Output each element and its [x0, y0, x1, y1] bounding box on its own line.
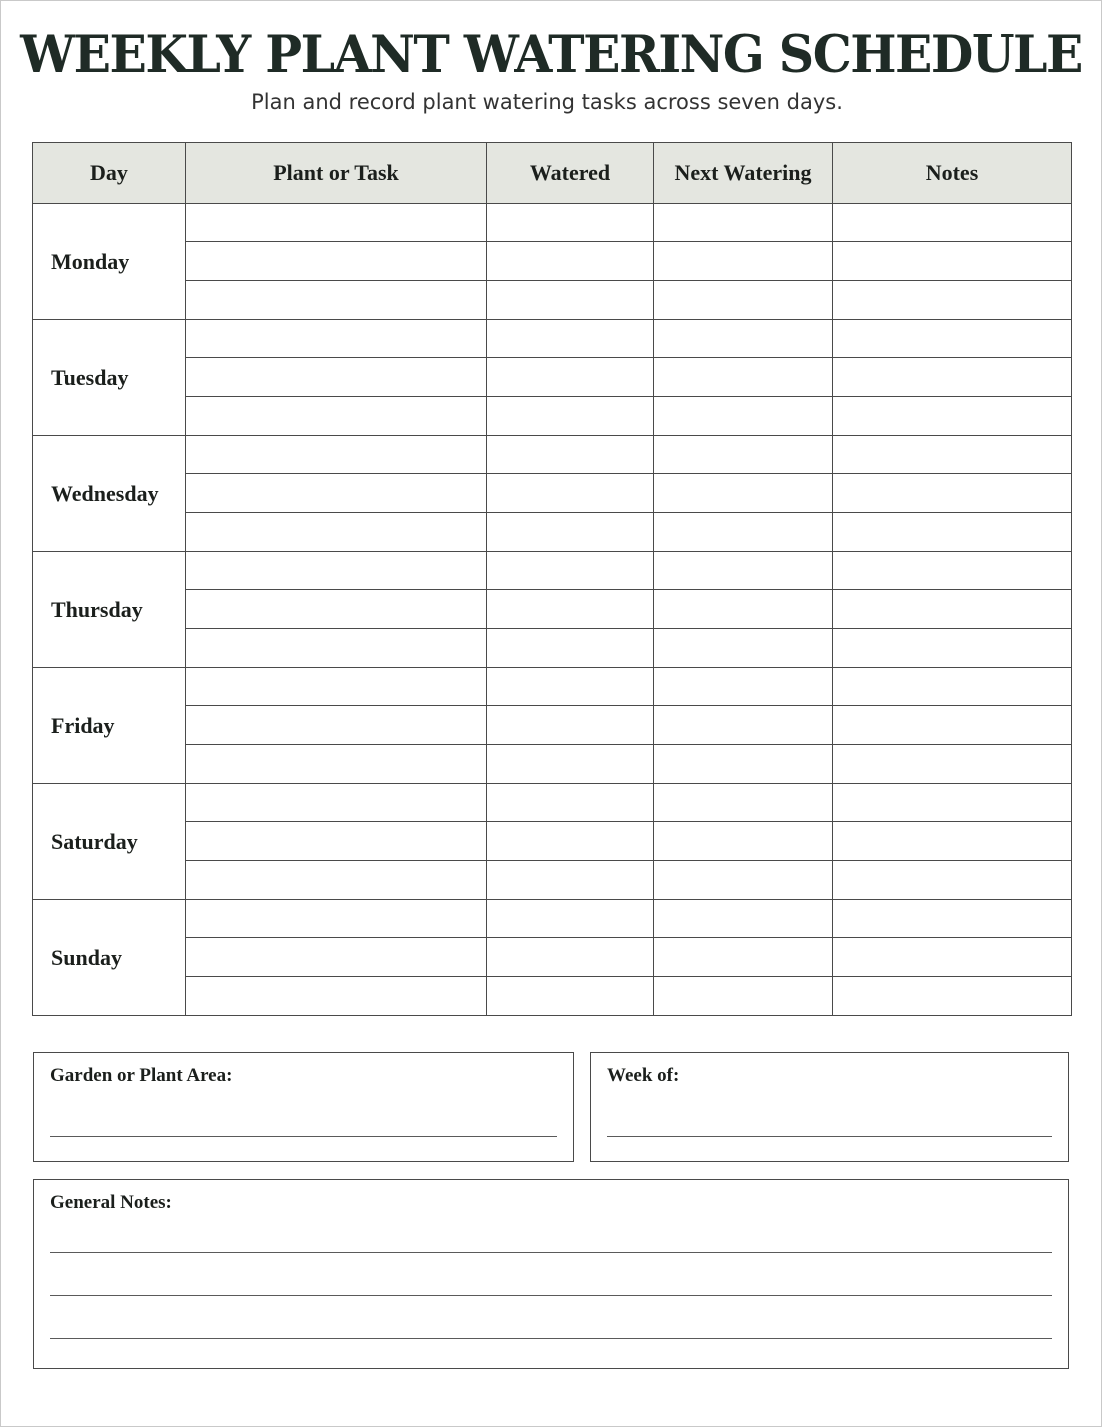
notes-cell[interactable] [833, 590, 1072, 629]
plant-or-task-cell[interactable] [186, 397, 487, 436]
notes-cell[interactable] [833, 513, 1072, 552]
table-row [33, 397, 1072, 436]
watered-cell[interactable] [487, 436, 654, 474]
watered-cell[interactable] [487, 320, 654, 358]
notes-cell[interactable] [833, 474, 1072, 513]
plant-or-task-cell[interactable] [186, 938, 487, 977]
column-header-day: Day [33, 143, 186, 204]
plant-or-task-cell[interactable] [186, 436, 487, 474]
notes-cell[interactable] [833, 822, 1072, 861]
watered-cell[interactable] [487, 590, 654, 629]
notes-cell[interactable] [833, 552, 1072, 590]
table-row [33, 784, 1072, 822]
table-row [33, 513, 1072, 552]
schedule-body [33, 204, 1072, 1016]
watered-cell[interactable] [487, 977, 654, 1016]
table-row [33, 474, 1072, 513]
garden-area-box [33, 1052, 574, 1162]
notes-cell[interactable] [833, 629, 1072, 668]
notes-cell[interactable] [833, 204, 1072, 242]
notes-cell[interactable] [833, 706, 1072, 745]
day-label-saturday: Saturday [33, 784, 186, 900]
plant-or-task-cell[interactable] [186, 629, 487, 668]
table-row [33, 204, 1072, 242]
table-row [33, 938, 1072, 977]
column-header-notes: Notes [833, 143, 1072, 204]
next-watering-cell[interactable] [654, 320, 833, 358]
notes-cell[interactable] [833, 745, 1072, 784]
table-row [33, 977, 1072, 1016]
watered-cell[interactable] [487, 938, 654, 977]
column-header-watered: Watered [487, 143, 654, 204]
next-watering-cell[interactable] [654, 590, 833, 629]
plant-or-task-cell[interactable] [186, 320, 487, 358]
week-of-box [590, 1052, 1069, 1162]
plant-or-task-cell[interactable] [186, 745, 487, 784]
table-row [33, 745, 1072, 784]
notes-cell[interactable] [833, 281, 1072, 320]
day-label-sunday: Sunday [33, 900, 186, 1016]
plant-or-task-cell[interactable] [186, 552, 487, 590]
next-watering-cell[interactable] [654, 358, 833, 397]
plant-or-task-cell[interactable] [186, 861, 487, 900]
watered-cell[interactable] [487, 629, 654, 668]
column-header-plant-or-task: Plant or Task [186, 143, 487, 204]
page-title: WEEKLY PLANT WATERING SCHEDULE [20, 23, 1082, 85]
next-watering-cell[interactable] [654, 552, 833, 590]
general-notes-line[interactable] [50, 1295, 1052, 1296]
next-watering-cell[interactable] [654, 397, 833, 436]
notes-cell[interactable] [833, 358, 1072, 397]
watered-cell[interactable] [487, 706, 654, 745]
notes-cell[interactable] [833, 668, 1072, 706]
general-notes-line[interactable] [50, 1338, 1052, 1339]
watered-cell[interactable] [487, 745, 654, 784]
watered-cell[interactable] [487, 397, 654, 436]
notes-cell[interactable] [833, 938, 1072, 977]
plant-or-task-cell[interactable] [186, 513, 487, 552]
week-of-label: Week of: [607, 1065, 680, 1086]
page-subtitle: Plan and record plant watering tasks across seven days. [251, 90, 843, 114]
table-row [33, 242, 1072, 281]
next-watering-cell[interactable] [654, 900, 833, 938]
notes-cell[interactable] [833, 320, 1072, 358]
garden-area-write-line[interactable] [50, 1136, 557, 1137]
plant-or-task-cell[interactable] [186, 900, 487, 938]
notes-cell[interactable] [833, 436, 1072, 474]
watered-cell[interactable] [487, 281, 654, 320]
table-row [33, 552, 1072, 590]
next-watering-cell[interactable] [654, 281, 833, 320]
day-label-thursday: Thursday [33, 552, 186, 668]
table-row [33, 668, 1072, 706]
next-watering-cell[interactable] [654, 745, 833, 784]
watered-cell[interactable] [487, 784, 654, 822]
plant-or-task-cell[interactable] [186, 822, 487, 861]
watered-cell[interactable] [487, 900, 654, 938]
table-row [33, 900, 1072, 938]
watered-cell[interactable] [487, 861, 654, 900]
garden-area-label: Garden or Plant Area: [50, 1065, 233, 1086]
notes-cell[interactable] [833, 397, 1072, 436]
week-of-write-line[interactable] [607, 1136, 1052, 1137]
general-notes-line[interactable] [50, 1252, 1052, 1253]
next-watering-cell[interactable] [654, 629, 833, 668]
plant-or-task-cell[interactable] [186, 784, 487, 822]
table-row [33, 358, 1072, 397]
next-watering-cell[interactable] [654, 938, 833, 977]
notes-cell[interactable] [833, 900, 1072, 938]
next-watering-cell[interactable] [654, 977, 833, 1016]
next-watering-cell[interactable] [654, 474, 833, 513]
general-notes-box [33, 1179, 1069, 1369]
plant-or-task-cell[interactable] [186, 242, 487, 281]
next-watering-cell[interactable] [654, 861, 833, 900]
plant-or-task-cell[interactable] [186, 204, 487, 242]
table-row [33, 320, 1072, 358]
general-notes-label: General Notes: [50, 1192, 172, 1213]
day-label-tuesday: Tuesday [33, 320, 186, 436]
plant-or-task-cell[interactable] [186, 358, 487, 397]
table-header-row [33, 143, 1072, 204]
watered-cell[interactable] [487, 822, 654, 861]
table-row [33, 281, 1072, 320]
column-header-next-watering: Next Watering [654, 143, 833, 204]
plant-or-task-cell[interactable] [186, 590, 487, 629]
next-watering-cell[interactable] [654, 784, 833, 822]
notes-cell[interactable] [833, 242, 1072, 281]
day-label-monday: Monday [33, 204, 186, 320]
plant-or-task-cell[interactable] [186, 668, 487, 706]
watered-cell[interactable] [487, 668, 654, 706]
plant-or-task-cell[interactable] [186, 474, 487, 513]
plant-or-task-cell[interactable] [186, 977, 487, 1016]
day-label-wednesday: Wednesday [33, 436, 186, 552]
next-watering-cell[interactable] [654, 706, 833, 745]
table-row [33, 436, 1072, 474]
table-row [33, 822, 1072, 861]
notes-cell[interactable] [833, 861, 1072, 900]
watered-cell[interactable] [487, 242, 654, 281]
next-watering-cell[interactable] [654, 204, 833, 242]
table-row [33, 706, 1072, 745]
next-watering-cell[interactable] [654, 668, 833, 706]
watered-cell[interactable] [487, 513, 654, 552]
next-watering-cell[interactable] [654, 436, 833, 474]
next-watering-cell[interactable] [654, 822, 833, 861]
watered-cell[interactable] [487, 358, 654, 397]
watered-cell[interactable] [487, 204, 654, 242]
next-watering-cell[interactable] [654, 513, 833, 552]
table-row [33, 590, 1072, 629]
watered-cell[interactable] [487, 552, 654, 590]
watered-cell[interactable] [487, 474, 654, 513]
day-label-friday: Friday [33, 668, 186, 784]
notes-cell[interactable] [833, 784, 1072, 822]
notes-cell[interactable] [833, 977, 1072, 1016]
schedule-table [32, 142, 1072, 1016]
next-watering-cell[interactable] [654, 242, 833, 281]
plant-or-task-cell[interactable] [186, 706, 487, 745]
table-row [33, 629, 1072, 668]
plant-or-task-cell[interactable] [186, 281, 487, 320]
table-row [33, 861, 1072, 900]
